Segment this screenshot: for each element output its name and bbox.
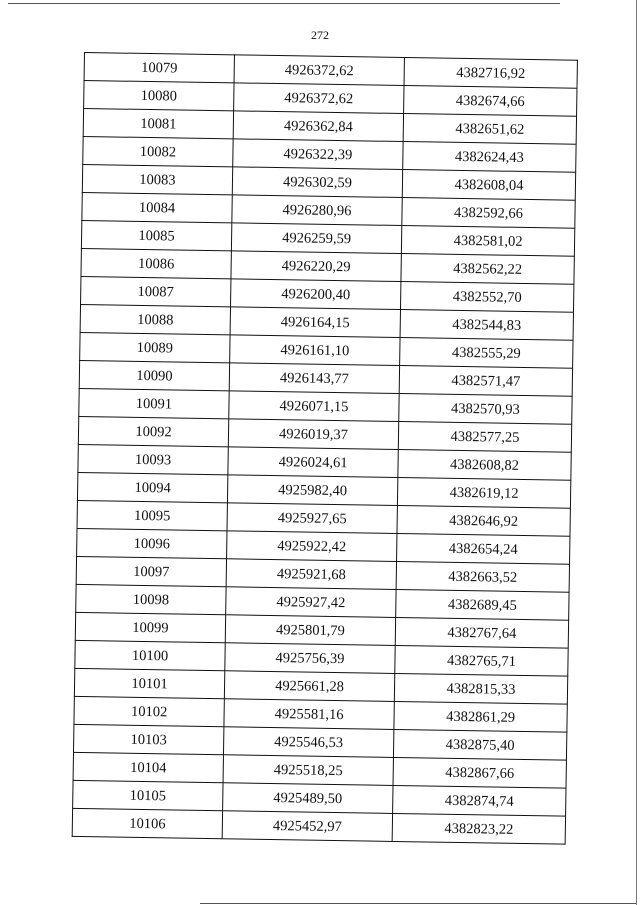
point-number-cell: 10093 bbox=[78, 444, 228, 474]
y-coordinate-cell: 4382651,62 bbox=[403, 114, 576, 145]
x-coordinate-cell: 4926280,96 bbox=[232, 195, 402, 226]
page-number: 272 bbox=[311, 28, 329, 42]
y-coordinate-cell: 4382577,25 bbox=[398, 421, 571, 452]
y-coordinate-cell: 4382861,29 bbox=[394, 701, 567, 732]
point-number-cell: 10094 bbox=[77, 472, 227, 502]
y-coordinate-cell: 4382815,33 bbox=[394, 673, 567, 704]
scan-edge-right bbox=[636, 0, 637, 905]
x-coordinate-cell: 4925922,42 bbox=[227, 531, 397, 562]
point-number-cell: 10090 bbox=[79, 360, 229, 390]
y-coordinate-cell: 4382654,24 bbox=[397, 533, 570, 564]
y-coordinate-cell: 4382663,52 bbox=[396, 561, 569, 592]
point-number-cell: 10106 bbox=[72, 808, 222, 838]
point-number-cell: 10081 bbox=[83, 109, 233, 139]
x-coordinate-cell: 4926372,62 bbox=[234, 83, 404, 114]
point-number-cell: 10092 bbox=[78, 416, 228, 446]
x-coordinate-cell: 4925927,65 bbox=[227, 503, 397, 534]
x-coordinate-cell: 4926019,37 bbox=[228, 419, 398, 450]
point-number-cell: 10100 bbox=[75, 640, 225, 670]
x-coordinate-cell: 4925982,40 bbox=[227, 475, 397, 506]
point-number-cell: 10088 bbox=[80, 304, 230, 334]
y-coordinate-cell: 4382716,92 bbox=[404, 58, 577, 89]
point-number-cell: 10096 bbox=[77, 528, 227, 558]
x-coordinate-cell: 4925927,42 bbox=[226, 587, 396, 618]
x-coordinate-cell: 4925546,53 bbox=[223, 727, 393, 758]
point-number-cell: 10098 bbox=[76, 584, 226, 614]
point-number-cell: 10103 bbox=[73, 724, 223, 754]
x-coordinate-cell: 4925921,68 bbox=[226, 559, 396, 590]
y-coordinate-cell: 4382874,74 bbox=[393, 785, 566, 816]
point-number-cell: 10087 bbox=[81, 276, 231, 306]
x-coordinate-cell: 4926143,77 bbox=[229, 363, 399, 394]
point-number-cell: 10104 bbox=[73, 752, 223, 782]
x-coordinate-cell: 4925518,25 bbox=[223, 755, 393, 786]
y-coordinate-cell: 4382562,22 bbox=[401, 254, 574, 285]
x-coordinate-cell: 4926220,29 bbox=[231, 251, 401, 282]
x-coordinate-cell: 4925661,28 bbox=[224, 671, 394, 702]
y-coordinate-cell: 4382555,29 bbox=[400, 337, 573, 368]
coordinates-table bbox=[72, 52, 578, 845]
y-coordinate-cell: 4382765,71 bbox=[395, 645, 568, 676]
y-coordinate-cell: 4382571,47 bbox=[399, 365, 572, 396]
x-coordinate-cell: 4925489,50 bbox=[223, 783, 393, 814]
point-number-cell: 10086 bbox=[81, 248, 231, 278]
point-number-cell: 10080 bbox=[84, 81, 234, 111]
point-number-cell: 10091 bbox=[79, 388, 229, 418]
point-number-cell: 10085 bbox=[81, 220, 231, 250]
y-coordinate-cell: 4382592,66 bbox=[402, 198, 575, 229]
y-coordinate-cell: 4382767,64 bbox=[395, 617, 568, 648]
y-coordinate-cell: 4382581,02 bbox=[401, 226, 574, 257]
point-number-cell: 10083 bbox=[82, 164, 232, 194]
y-coordinate-cell: 4382608,04 bbox=[402, 170, 575, 201]
y-coordinate-cell: 4382619,12 bbox=[397, 477, 570, 508]
x-coordinate-cell: 4926322,39 bbox=[233, 139, 403, 170]
y-coordinate-cell: 4382646,92 bbox=[397, 505, 570, 536]
x-coordinate-cell: 4926024,61 bbox=[228, 447, 398, 478]
x-coordinate-cell: 4926200,40 bbox=[231, 279, 401, 310]
y-coordinate-cell: 4382624,43 bbox=[403, 142, 576, 173]
point-number-cell: 10084 bbox=[82, 192, 232, 222]
point-number-cell: 10079 bbox=[84, 53, 234, 83]
point-number-cell: 10097 bbox=[76, 556, 226, 586]
y-coordinate-cell: 4382570,93 bbox=[399, 393, 572, 424]
y-coordinate-cell: 4382552,70 bbox=[400, 282, 573, 313]
point-number-cell: 10089 bbox=[80, 332, 230, 362]
y-coordinate-cell: 4382689,45 bbox=[396, 589, 569, 620]
x-coordinate-cell: 4926161,10 bbox=[230, 335, 400, 366]
y-coordinate-cell: 4382875,40 bbox=[393, 729, 566, 760]
x-coordinate-cell: 4926259,59 bbox=[231, 223, 401, 254]
coordinates-table-body bbox=[72, 53, 577, 845]
scan-edge-bottom bbox=[200, 903, 636, 904]
y-coordinate-cell: 4382823,22 bbox=[392, 813, 565, 844]
point-number-cell: 10101 bbox=[74, 668, 224, 698]
x-coordinate-cell: 4926302,59 bbox=[232, 167, 402, 198]
y-coordinate-cell: 4382544,83 bbox=[400, 310, 573, 341]
y-coordinate-cell: 4382608,82 bbox=[398, 449, 571, 480]
x-coordinate-cell: 4925452,97 bbox=[222, 811, 392, 842]
point-number-cell: 10105 bbox=[73, 780, 223, 810]
y-coordinate-cell: 4382674,66 bbox=[404, 86, 577, 117]
x-coordinate-cell: 4926362,84 bbox=[233, 111, 403, 142]
x-coordinate-cell: 4926164,15 bbox=[230, 307, 400, 338]
y-coordinate-cell: 4382867,66 bbox=[393, 757, 566, 788]
x-coordinate-cell: 4925801,79 bbox=[225, 615, 395, 646]
point-number-cell: 10082 bbox=[83, 136, 233, 166]
point-number-cell: 10095 bbox=[77, 500, 227, 530]
x-coordinate-cell: 4925756,39 bbox=[225, 643, 395, 674]
x-coordinate-cell: 4926071,15 bbox=[229, 391, 399, 422]
point-number-cell: 10102 bbox=[74, 696, 224, 726]
scan-edge-top bbox=[8, 3, 560, 4]
x-coordinate-cell: 4926372,62 bbox=[234, 55, 404, 86]
x-coordinate-cell: 4925581,16 bbox=[224, 699, 394, 730]
point-number-cell: 10099 bbox=[75, 612, 225, 642]
